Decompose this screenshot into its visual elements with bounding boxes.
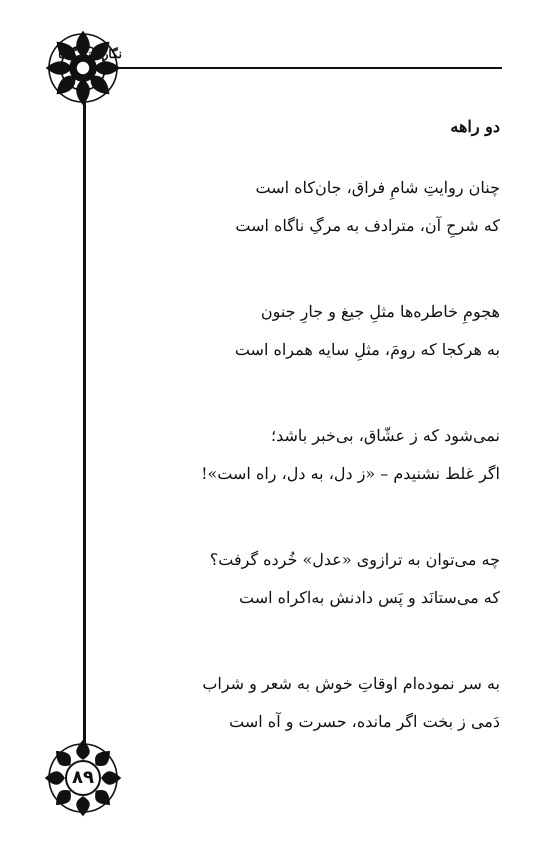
poem-title: دو راهه	[450, 117, 500, 136]
verse-line: که شرحِ آن، مترادف به مرگِ ناگاه است	[235, 216, 500, 235]
stanza-4	[150, 541, 500, 617]
header-title: نگارخانه گنگا	[57, 47, 122, 61]
verse-line: دَمی ز بخت اگر مانده، حسرت و آه است	[229, 712, 500, 731]
stanza-2	[150, 293, 500, 369]
verse-line: نمی‌شود که ز عشّاق، بی‌خبر باشد؛	[270, 426, 500, 445]
margin-rule	[83, 98, 86, 746]
verse-line: چنان روایتِ شامِ فراق، جان‌کاه است	[255, 178, 500, 197]
verse-line: هجومِ خاطره‌ها مثلِ جیغ و جارِ جنون	[260, 302, 500, 321]
verse-line: به سر نموده‌ام اوقاتِ خوش به شعر و شراب	[202, 674, 500, 693]
stanza-5	[150, 665, 500, 741]
stanza-1	[150, 169, 500, 245]
ornament-top-icon	[43, 28, 123, 108]
header-rule	[115, 67, 502, 69]
verse-line: به هرکجا که رومَ، مثلِ سایه همراه است	[234, 340, 500, 359]
poem	[150, 115, 500, 789]
verse-line: اگر غلط نشنیدم – «ز دل، به دل، راه است»!	[201, 464, 500, 483]
stanza-3	[150, 417, 500, 493]
verse-line: که می‌ستانَد و پَس دادنش به‌اکراه است	[238, 588, 500, 607]
verse-line: چه می‌توان به ترازوی «عدل» خُرده گرفت؟	[209, 550, 500, 569]
page-number: ۸۹	[72, 767, 94, 788]
